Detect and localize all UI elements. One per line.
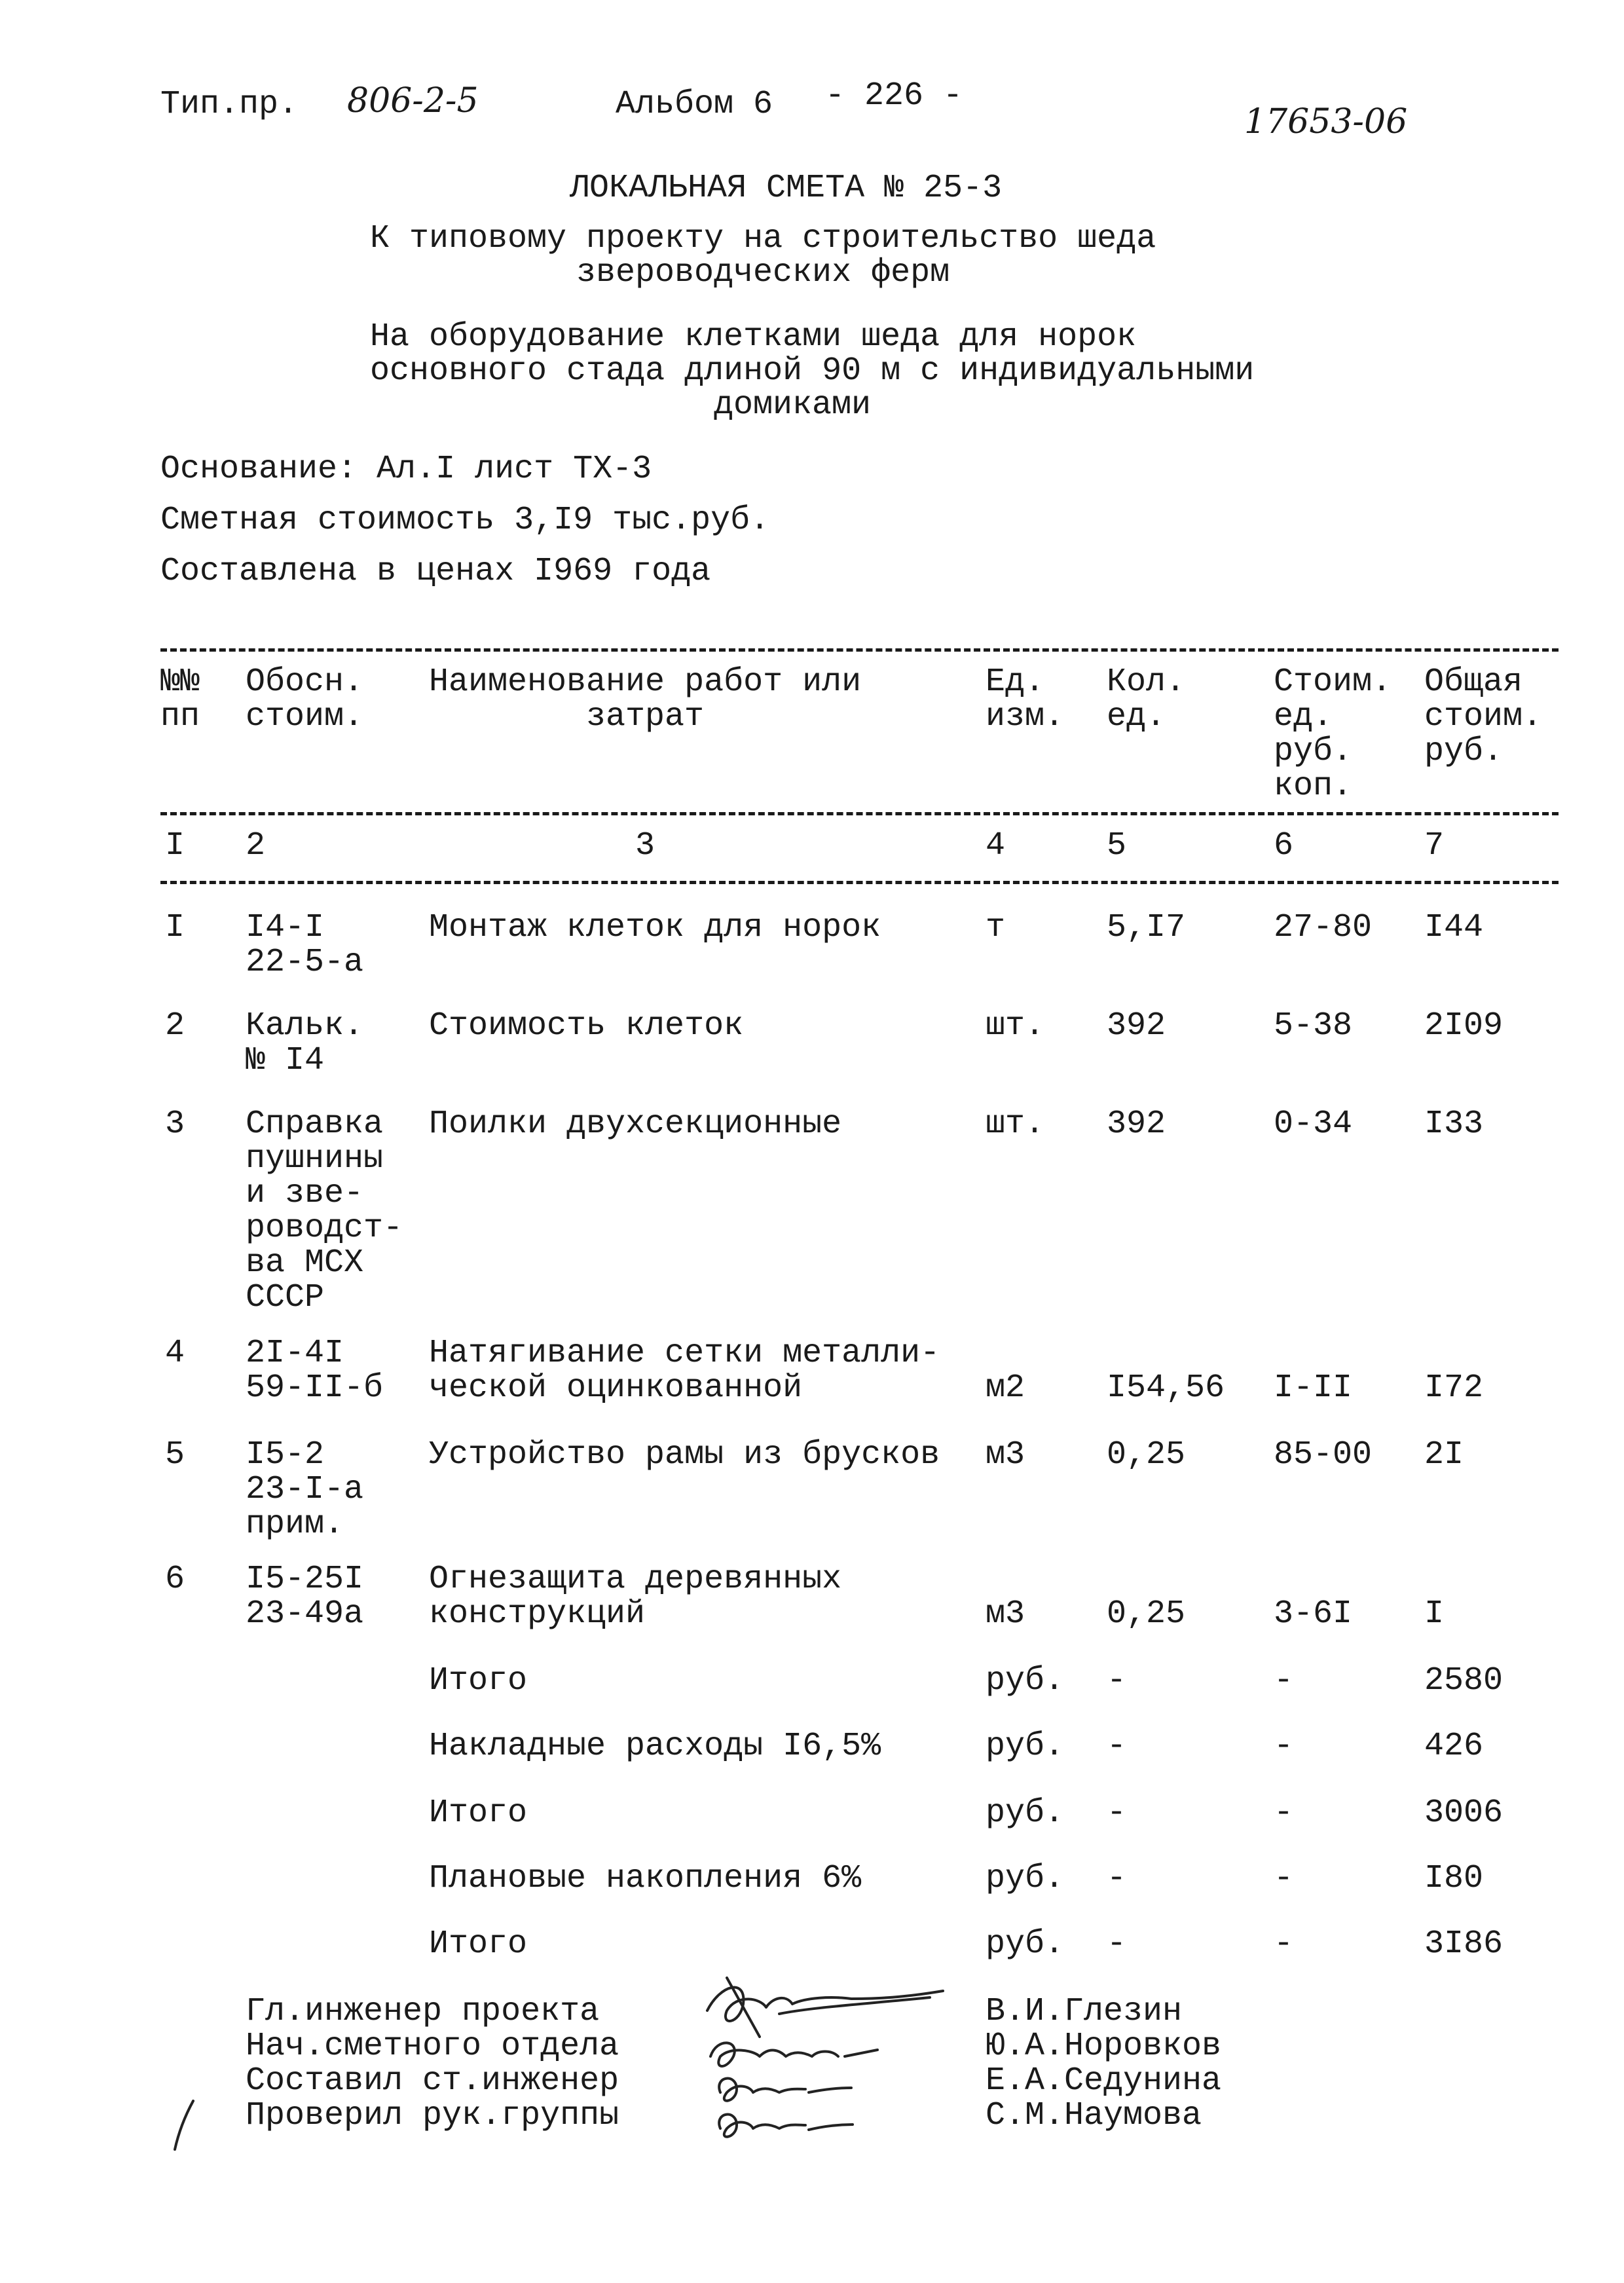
header-col-qty: Кол. ед. (1107, 663, 1186, 735)
signature-role-4: Проверил рук.группы (246, 2097, 619, 2134)
row-3-qty: 392 (1107, 1105, 1166, 1143)
row-5-qty: 0,25 (1107, 1436, 1186, 1474)
title-line-1: К типовому проекту на строительство шеда (370, 220, 1156, 257)
row-6-total: I (1424, 1595, 1445, 1633)
row-3-basis: Справка пушнины и зве- роводст- ва МСХ СССР (246, 1105, 403, 1316)
summary-1-qty: - (1107, 1662, 1127, 1699)
row-2-price: 5-38 (1274, 1007, 1353, 1045)
title-line-4: основного стада длиной 90 м с индивидуальными (370, 352, 1255, 390)
col-number-7: 7 (1424, 827, 1445, 864)
signature-role-3: Составил ст.инженер (246, 2062, 619, 2100)
row-6-price: 3-6I (1274, 1595, 1353, 1633)
row-6-unit: м3 (986, 1595, 1025, 1633)
header-col-total: Общая стоим. руб. (1424, 663, 1543, 770)
col-number-4: 4 (986, 827, 1006, 864)
col-number-5: 5 (1107, 827, 1127, 864)
title-line-2: звероводческих ферм (576, 254, 950, 291)
summary-1-name: Итого (429, 1662, 528, 1699)
row-2-name: Стоимость клеток (429, 1007, 744, 1045)
row-6-basis: I5-25I 23-49а (246, 1561, 364, 1633)
row-1-qty: 5,I7 (1107, 909, 1186, 946)
row-1-basis: I4-I 22-5-а (246, 909, 364, 981)
summary-4-total: I80 (1424, 1860, 1484, 1897)
title-line-3: На оборудование клетками шеда для норок (370, 318, 1137, 356)
row-4-number: 4 (165, 1335, 185, 1372)
col-number-1: I (165, 827, 185, 864)
row-6-name: Огнезащита деревянных конструкций (429, 1561, 842, 1633)
row-3-number: 3 (165, 1105, 185, 1143)
signature-name-4: С.М.Наумова (986, 2097, 1202, 2134)
table-rule-top (160, 648, 1559, 652)
row-4-name: Натягивание сетки металли- ческой оцинкованной (429, 1335, 940, 1407)
summary-5-unit: руб. (986, 1925, 1065, 1963)
row-4-total: I72 (1424, 1369, 1484, 1407)
row-2-basis: Кальк. № I4 (246, 1007, 364, 1079)
summary-3-name: Итого (429, 1794, 528, 1832)
signature-name-1: В.И.Глезин (986, 1993, 1183, 2030)
summary-1-price: - (1274, 1662, 1294, 1699)
summary-4-name: Плановые накопления 6% (429, 1860, 862, 1897)
row-3-total: I33 (1424, 1105, 1484, 1143)
row-6-qty: 0,25 (1107, 1595, 1186, 1633)
summary-5-qty: - (1107, 1925, 1127, 1963)
type-project-number: 806-2-5 (347, 81, 479, 121)
summary-1-unit: руб. (986, 1662, 1065, 1699)
signature-name-2: Ю.А.Норовков (986, 2028, 1222, 2065)
row-6-number: 6 (165, 1561, 185, 1598)
summary-3-unit: руб. (986, 1794, 1065, 1832)
album-label: Альбом 6 (616, 86, 773, 123)
summary-3-price: - (1274, 1794, 1294, 1832)
row-1-price: 27-80 (1274, 909, 1373, 946)
row-4-unit: м2 (986, 1369, 1025, 1407)
row-3-unit: шт. (986, 1105, 1045, 1143)
header-col-unit: Ед. изм. (986, 663, 1065, 735)
table-rule-header-bottom (160, 812, 1559, 815)
signature-role-1: Гл.инженер проекта (246, 1993, 600, 2030)
summary-4-unit: руб. (986, 1860, 1065, 1897)
summary-5-total: 3I86 (1424, 1925, 1504, 1963)
summary-2-total: 426 (1424, 1728, 1484, 1765)
row-3-price: 0-34 (1274, 1105, 1353, 1143)
row-5-name: Устройство рамы из брусков (429, 1436, 940, 1474)
summary-5-name: Итого (429, 1925, 528, 1963)
header-col-name: Наименование работ или затрат (429, 663, 862, 735)
basis-line: Основание: Ал.I лист ТХ-3 (160, 451, 652, 488)
summary-1-total: 2580 (1424, 1662, 1504, 1699)
summary-5-price: - (1274, 1925, 1294, 1963)
summary-3-total: 3006 (1424, 1794, 1504, 1832)
row-5-number: 5 (165, 1436, 185, 1474)
row-4-price: I-II (1274, 1369, 1353, 1407)
header-col-basis: Обосн. стоим. (246, 663, 364, 735)
row-2-qty: 392 (1107, 1007, 1166, 1045)
summary-4-price: - (1274, 1860, 1294, 1897)
row-3-name: Поилки двухсекционные (429, 1105, 842, 1143)
price-basis-line: Составлена в ценах I969 года (160, 553, 711, 590)
header-col-unit-price: Стоим. ед. руб. коп. (1274, 663, 1392, 805)
row-1-number: I (165, 909, 185, 946)
margin-check-mark (167, 2096, 200, 2155)
row-5-total: 2I (1424, 1436, 1464, 1474)
table-rule-numbers-bottom (160, 881, 1559, 884)
summary-2-name: Накладные расходы I6,5% (429, 1728, 881, 1765)
summary-2-price: - (1274, 1728, 1294, 1765)
row-4-basis: 2I-4I 59-II-б (246, 1335, 384, 1407)
row-1-unit: т (986, 909, 1006, 946)
row-5-price: 85-00 (1274, 1436, 1373, 1474)
signature-name-3: Е.А.Седунина (986, 2062, 1222, 2100)
row-2-total: 2I09 (1424, 1007, 1504, 1045)
handwritten-signatures (681, 1958, 969, 2148)
summary-2-qty: - (1107, 1728, 1127, 1765)
row-4-qty: I54,56 (1107, 1369, 1225, 1407)
page-number: - 226 - (825, 77, 963, 115)
row-2-unit: шт. (986, 1007, 1045, 1045)
summary-2-unit: руб. (986, 1728, 1065, 1765)
signature-role-2: Нач.сметного отдела (246, 2028, 619, 2065)
type-project-label: Тип.пр. (160, 86, 299, 123)
summary-3-qty: - (1107, 1794, 1127, 1832)
col-number-6: 6 (1274, 827, 1294, 864)
estimate-title: ЛОКАЛЬНАЯ СМЕТА № 25-3 (570, 170, 1003, 207)
col-number-3: 3 (635, 827, 655, 864)
row-2-number: 2 (165, 1007, 185, 1045)
estimated-cost-line: Сметная стоимость 3,I9 тыс.руб. (160, 502, 770, 539)
col-number-2: 2 (246, 827, 266, 864)
row-1-total: I44 (1424, 909, 1484, 946)
row-5-basis: I5-2 23-I-а прим. (246, 1436, 364, 1543)
title-line-5: домиками (714, 386, 872, 424)
header-col-number: №№ пп (160, 663, 200, 735)
summary-4-qty: - (1107, 1860, 1127, 1897)
row-1-name: Монтаж клеток для норок (429, 909, 881, 946)
document-number: 17653-06 (1244, 102, 1408, 141)
row-5-unit: м3 (986, 1436, 1025, 1474)
